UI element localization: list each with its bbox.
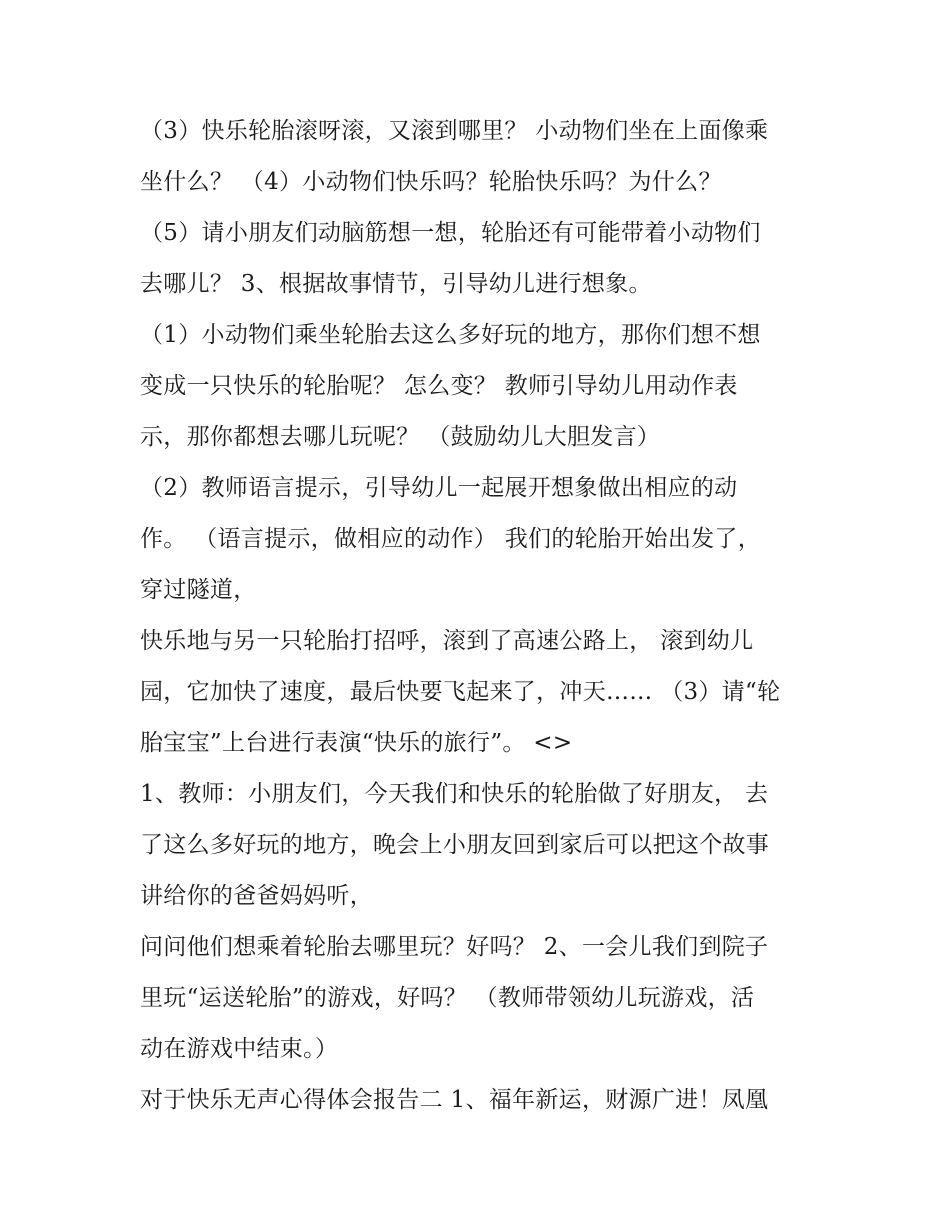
text-line: 穿过隧道， [140,577,257,603]
text-line: 示，那你都想去哪儿玩呢？ （鼓励幼儿大胆发言） [140,424,661,450]
text-line: 坐什么？ （4）小动物们快乐吗？轮胎快乐吗？为什么？ [140,169,722,195]
text-line: 作。 （语言提示，做相应的动作） 我们的轮胎开始出发了， [140,526,762,552]
text-line: 变成一只快乐的轮胎呢？ 怎么变？ 教师引导幼儿用动作表 [140,373,738,399]
text-line: （1）小动物们乘坐轮胎去这么多好玩的地方，那你们想不想 [140,322,761,348]
text-line: 动在游戏中结束。） [140,1036,339,1062]
text-line: （5）请小朋友们动脑筋想一想，轮胎还有可能带着小动物们 [140,220,761,246]
text-line: 了这么多好玩的地方，晚会上小朋友回到家后可以把这个故事 [140,832,770,858]
text-line: 1、教师：小朋友们，今天我们和快乐的轮胎做了好朋友， 去 [140,781,769,807]
text-line: 快乐地与另一只轮胎打招呼，滚到了高速公路上， 滚到幼儿 [140,628,754,654]
text-line: 去哪儿？ 3、根据故事情节，引导幼儿进行想象。 [140,271,652,297]
text-line: 园，它加快了速度，最后快要飞起来了，冲天…… （3）请“轮 [140,679,781,705]
text-line: 胎宝宝”上台进行表演“快乐的旅行”。 <> [140,730,573,756]
text-line: 讲给你的爸爸妈妈听， [140,883,373,909]
text-line: （3）快乐轮胎滚呀滚，又滚到哪里？ 小动物们坐在上面像乘 [140,118,769,144]
document-body [140,106,820,1126]
text-line: 里玩“运送轮胎”的游戏，好吗？ （教师带领幼儿玩游戏，活 [140,985,755,1011]
text-line: 问问他们想乘着轮胎去哪里玩？好吗？ 2、一会儿我们到院子 [140,934,769,960]
text-line: （2）教师语言提示，引导幼儿一起展开想象做出相应的动 [140,475,738,501]
text-line: 对于快乐无声心得体会报告二 1、福年新运，财源广进！凤凰 [140,1087,769,1113]
